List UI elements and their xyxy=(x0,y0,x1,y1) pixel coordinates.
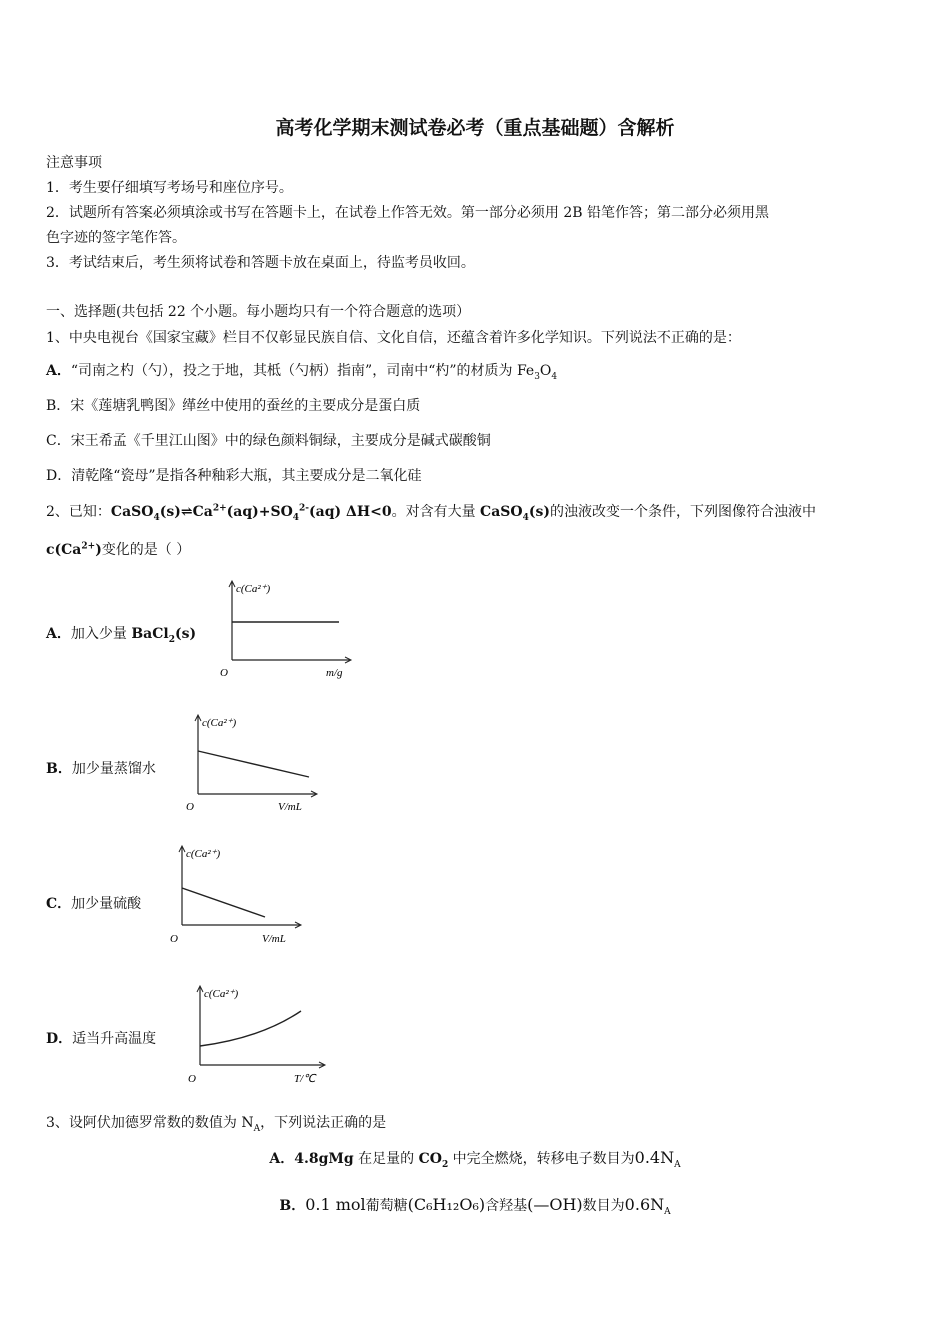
q1-option-c: C．宋王希孟《千里江山图》中的绿色颜料铜绿，主要成分是碱式碳酸铜 xyxy=(46,433,491,449)
origin-label: O xyxy=(170,933,178,945)
q2-option-c: C．加少量硫酸 xyxy=(46,896,142,912)
x-label: V/mL xyxy=(278,801,302,813)
q2-stem-cont: $c(Ca^{2+})$变化的是（ ） xyxy=(46,541,191,558)
notice-item-1: 1．考生要仔细填写考场号和座位序号。 xyxy=(46,180,293,196)
notice-heading: 注意事项 xyxy=(46,155,102,171)
q2-option-a: A．加入少量 BaCl$_2$(s) xyxy=(46,626,197,645)
q2-option-d: D．适当升高温度 xyxy=(46,1031,157,1047)
section-heading: 一、选择题(共包括 22 个小题。每小题均只有一个符合题意的选项） xyxy=(46,304,471,320)
curve xyxy=(182,888,265,917)
origin-label: O xyxy=(188,1073,196,1085)
x-label: T/℃ xyxy=(294,1073,316,1085)
q1-option-d: D．清乾隆“瓷母”是指各种釉彩大瓶，其主要成分是二氧化硅 xyxy=(46,468,422,484)
notice-item-2-cont: 色字迹的签字笔作答。 xyxy=(46,230,186,246)
graph-a xyxy=(218,578,358,683)
curve xyxy=(198,751,309,777)
graph-c xyxy=(168,843,308,948)
y-label: c(Ca²⁺) xyxy=(204,988,239,1000)
y-label: c(Ca²⁺) xyxy=(202,717,237,729)
y-label: c(Ca²⁺) xyxy=(236,583,271,595)
q2-option-b: B．加少量蒸馏水 xyxy=(46,761,156,777)
page-title: 高考化学期末测试卷必考（重点基础题）含解析 xyxy=(275,117,675,139)
q1-option-b: B．宋《莲塘乳鸭图》缂丝中使用的蚕丝的主要成分是蛋白质 xyxy=(46,398,421,414)
q1-stem: 1、中央电视台《国家宝藏》栏目不仅彰显民族自信、文化自信，还蕴含着许多化学知识。下列说法不正确的是： xyxy=(46,330,741,346)
origin-label: O xyxy=(220,667,228,679)
notice-item-2: 2．试题所有答案必须填涂或书写在答题卡上，在试卷上作答无效。第一部分必须用 2B 铅笔作答；第二部分必须用黑 xyxy=(46,205,769,221)
equilibrium-arrow: ⇌ xyxy=(180,504,193,520)
y-label: c(Ca²⁺) xyxy=(186,848,221,860)
q3-option-b: B．0.1 mol葡萄糖(C₆H₁₂O₆)含羟基(—OH)数目为$0.6N_A$ xyxy=(279,1195,671,1217)
x-label: m/g xyxy=(326,667,343,679)
curve xyxy=(200,1011,301,1046)
notice-item-3: 3．考试结束后，考生须将试卷和答题卡放在桌面上，待监考员收回。 xyxy=(46,255,475,271)
option-label: A． xyxy=(46,363,71,379)
origin-label: O xyxy=(186,801,194,813)
q3-stem: 3、设阿伏加德罗常数的数值为 $N_A$，下列说法正确的是 xyxy=(46,1115,387,1134)
q1-option-a: A．“司南之杓（勺），投之于地，其柢（勺柄）指南”，司南中“杓”的材质为 $Fe_3O_4$ xyxy=(46,363,558,382)
x-label: V/mL xyxy=(262,933,286,945)
q3-option-a: A．4.8gMg 在足量的 $CO_2$ 中完全燃烧，转移电子数目为$0.4N_A$ xyxy=(269,1148,681,1170)
q2-stem: 2、已知：$CaSO_4(s)\rightleftharpoons Ca^{2+}(aq)+SO_4^{2-}(aq)$ ΔH<0。对含有大量 CaSO$_4$(s)的浊液改变一个条件，下列图像符合浊液中 xyxy=(46,503,816,523)
graph-b xyxy=(184,712,324,817)
graph-d xyxy=(186,983,336,1088)
